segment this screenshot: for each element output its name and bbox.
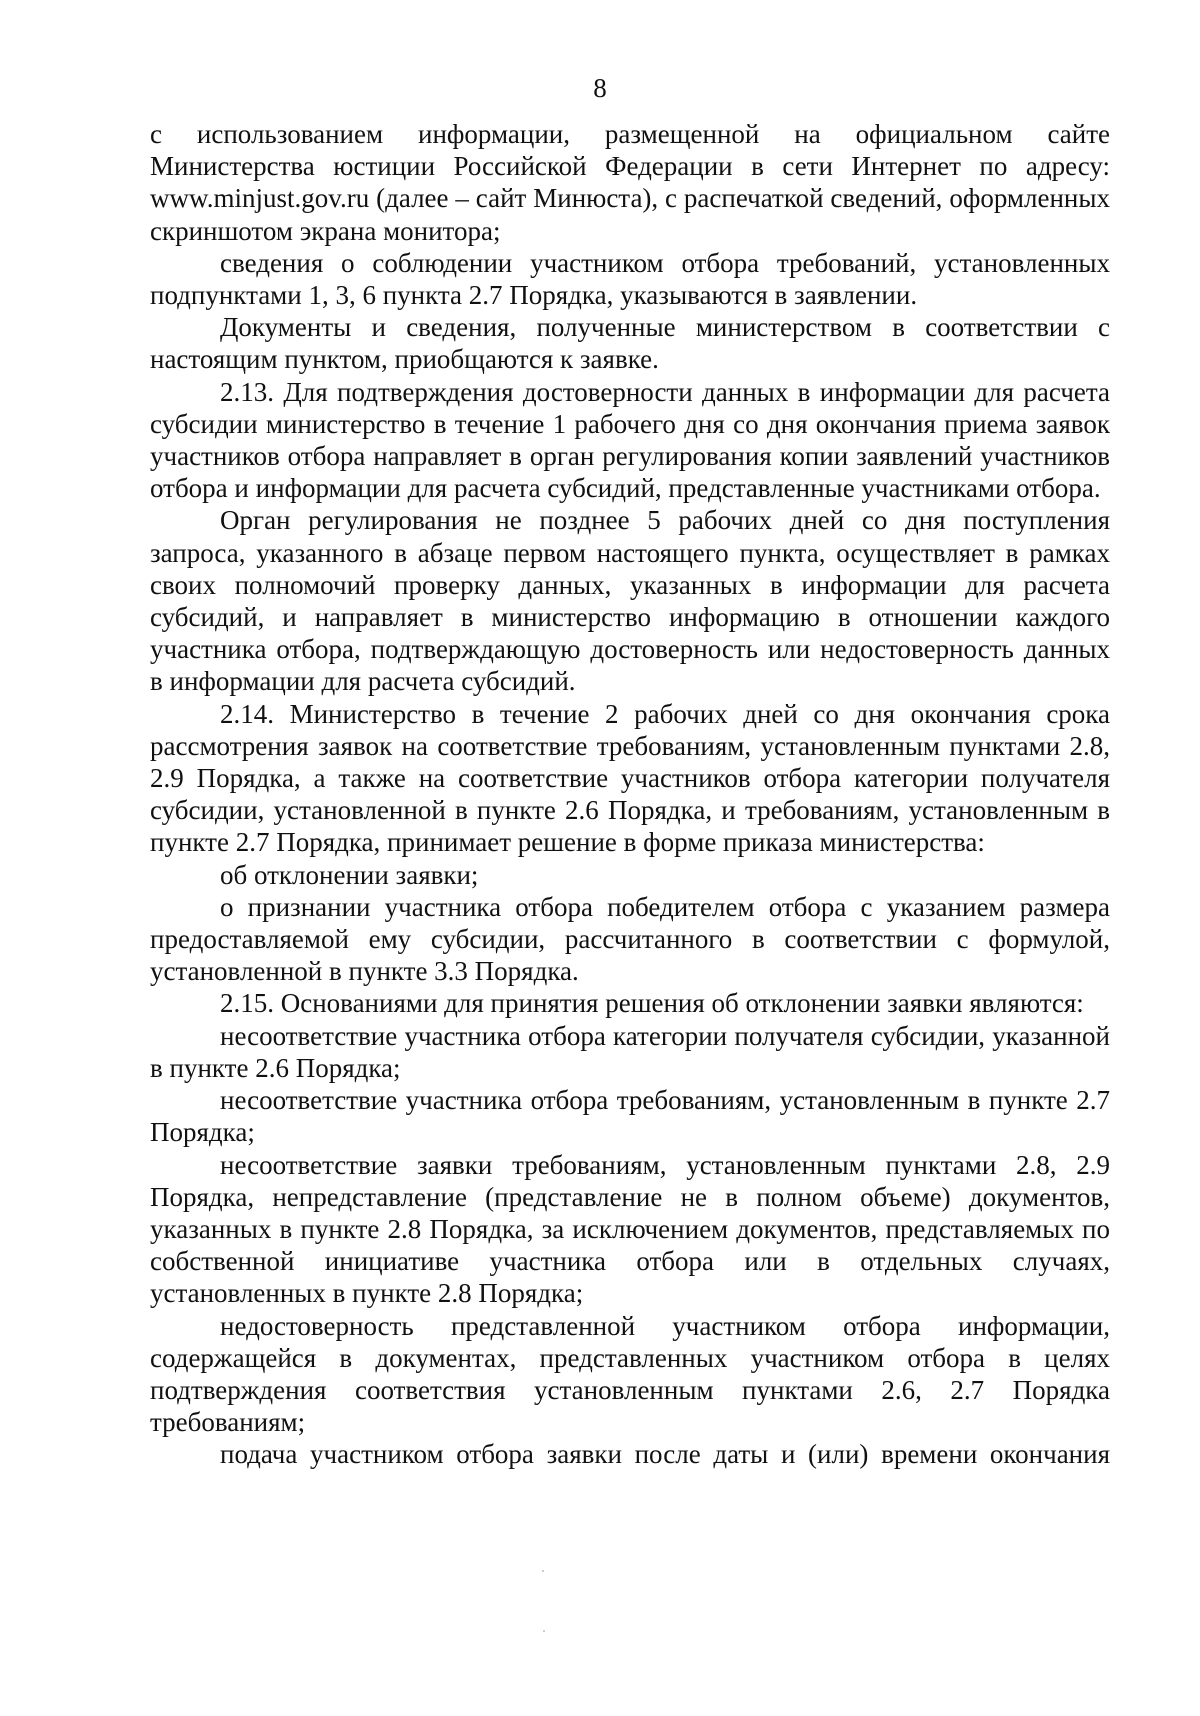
paragraph-winner-option: о признании участника отбора победителем отбора с указанием размера предоставляемой ему субсидии, рассчитанного в соответствии с формулой, установленной в пункте 3.3 Порядка. — [150, 891, 1110, 987]
paragraph-rejection-option: об отклонении заявки; — [220, 859, 479, 890]
document-body — [150, 118, 1110, 1471]
paragraph-ground-unreliable-info: недостоверность представленной участником отбора информации, содержащейся в документах, представленных участником отбора в целях подтверждения соответствия установленным пунктами 2.6, 2.7 Порядка требованиям; — [150, 1310, 1110, 1438]
paragraph-minjust-website: с использованием информации, размещенной на официальном сайте Министерства юстиции Российской Федерации в сети Интернет по адресу: www.minjust.gov.ru (далее – сайт Минюста), с распечаткой сведений, оформленных скриншотом экрана монитора; — [150, 119, 1110, 246]
scan-artifact-dot — [542, 1570, 544, 1572]
scan-artifact-dot — [543, 1630, 545, 1632]
paragraph-compliance-statement: сведения о соблюдении участником отбора требований, установленных подпунктами 1, 3, 6 пункта 2.7 Порядка, указываются в заявлении. — [150, 247, 1110, 311]
paragraph-clause-2-15: 2.15. Основаниями для принятия решения об отклонении заявки являются: — [220, 988, 1084, 1019]
paragraph-ground-application: несоответствие заявки требованиям, установленным пунктами 2.8, 2.9 Порядка, непредставление (представление не в полном объеме) документов, указанных в пункте 2.8 Порядка, за исключением документов, представляемых по собственной инициативе участника отбора или в отдельных случаях, установленных в пункте 2.8 Порядка; — [150, 1149, 1110, 1309]
paragraph-clause-2-14: 2.14. Министерство в течение 2 рабочих дней со дня окончания срока рассмотрения заявок на соответствие требованиям, установленным пунктами 2.8, 2.9 Порядка, а также на соответствие участников отбора категории получателя субсидии, установленной в пункте 2.6 Порядка, и требованиям, установленным в пункте 2.7 Порядка, принимает решение в форме приказа министерства: — [150, 698, 1110, 858]
paragraph-clause-2-13: 2.13. Для подтверждения достоверности данных в информации для расчета субсидии министерство в течение 1 рабочего дня со дня окончания приема заявок участников отбора направляет в орган регулирования копии заявлений участников отбора и информации для расчета субсидий, представленные участниками отбора. — [150, 376, 1110, 504]
paragraph-regulator-check: Орган регулирования не позднее 5 рабочих дней со дня поступления запроса, указанного в абзаце первом настоящего пункта, осуществляет в рамках своих полномочий проверку данных, указанных в информации для расчета субсидий, и направляет в министерство информацию в отношении каждого участника отбора, подтверждающую достоверность или недостоверность данных в информации для расчета субсидий. — [150, 505, 1110, 697]
paragraph-ground-late-submission: подача участником отбора заявки после даты и (или) времени окончания — [220, 1439, 1110, 1470]
page-number: 8 — [593, 73, 607, 103]
paragraph-ground-requirements: несоответствие участника отбора требованиям, установленным в пункте 2.7 Порядка; — [150, 1085, 1110, 1148]
paragraph-documents-attached: Документы и сведения, полученные министерством в соответствии с настоящим пунктом, приобщаются к заявке. — [150, 312, 1110, 375]
paragraph-ground-category: несоответствие участника отбора категории получателя субсидии, указанной в пункте 2.6 Порядка; — [150, 1020, 1110, 1083]
